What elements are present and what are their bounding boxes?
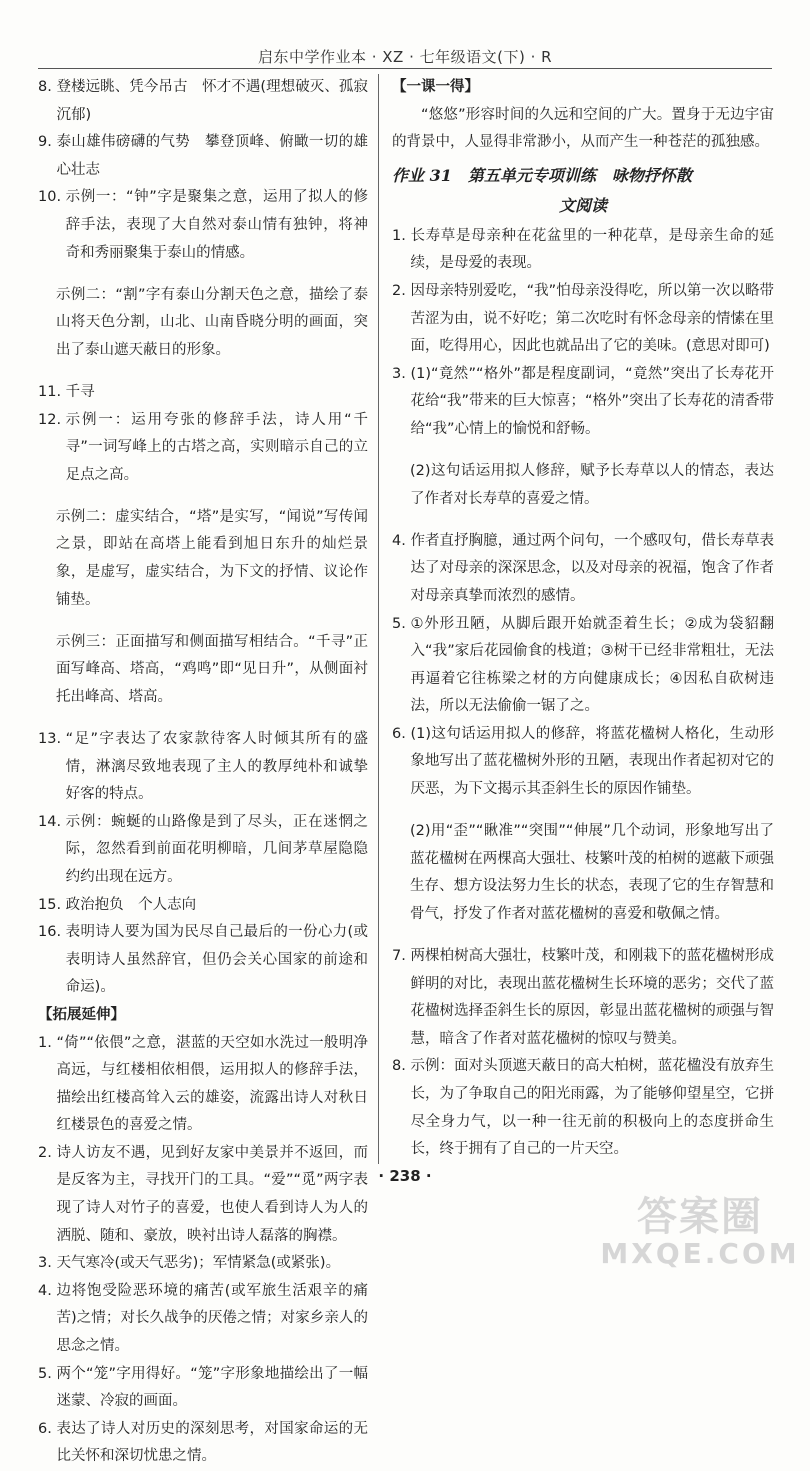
answer-number: 12. bbox=[38, 411, 66, 428]
answer-item bbox=[38, 919, 368, 1002]
answer-number: 9. bbox=[38, 134, 57, 151]
answer-item bbox=[38, 1030, 368, 1140]
answer-text: 泰山雄伟磅礴的气势 攀登顶峰、俯瞰一切的雄心壮志 bbox=[56, 134, 368, 178]
running-header: 启东中学作业本 · XZ · 七年级语文(下) · R bbox=[257, 48, 553, 66]
answer-item bbox=[38, 184, 368, 267]
page-number: · 238 · bbox=[378, 1167, 432, 1185]
homework-title-cont: 文阅读 bbox=[558, 195, 607, 215]
answer-item bbox=[38, 1140, 368, 1250]
answer-number: 4. bbox=[392, 532, 411, 549]
answer-text: 两棵柏树高大强壮，枝繁叶茂，和刚栽下的蓝花楹树形成鲜明的对比，表现出蓝花楹树生长环境的恶劣；交代了蓝花楹树选择歪斜生长的原因，彰显出蓝花楹树的顽强与智慧，暗含了作者对蓝花楹树的惊叹与赞美。 bbox=[410, 948, 774, 1047]
answer-number: 16. bbox=[38, 924, 66, 941]
answer-text: “足”字表达了农家款待客人时倾其所有的盛情，淋漓尽致地表现了主人的教厚纯朴和诚挚好客的特点。 bbox=[65, 730, 368, 803]
answer-item bbox=[392, 278, 774, 361]
answer-number: 1. bbox=[392, 227, 411, 244]
answer-item bbox=[392, 721, 774, 804]
right-column bbox=[392, 74, 774, 1164]
answer-item bbox=[392, 611, 774, 721]
answer-number: 8. bbox=[38, 79, 57, 95]
answer-item bbox=[392, 223, 774, 278]
left-column bbox=[38, 74, 368, 1471]
answer-text: 因母亲特别爱吃，“我”怕母亲没得吃，所以第一次以略带苦涩为由，说不好吃；第二次吃时有怀念母亲的情愫在里面，吃得用心，因此也就品出了它的美味。(意思对即可) bbox=[410, 282, 774, 355]
section-heading: 【拓展延伸】 bbox=[38, 1006, 125, 1023]
answer-text: 诗人访友不遇，见到好友家中美景并不返回，而是反客为主，寻找开门的工具。“爱”“觅”两字表现了诗人对竹子的喜爱，也使人看到诗人为人的洒脱、随和、豪放，映衬出诗人磊落的胸襟。 bbox=[56, 1144, 368, 1244]
answer-number: 3. bbox=[392, 365, 411, 382]
answer-item bbox=[38, 892, 368, 920]
answer-continuation: 示例二：虚实结合，“塔”是实写，“闻说”写传闻之景，即站在高塔上能看到旭日东升的灿烂景象，是虚写，虚实结合，为下文的抒情、议论作铺垫。 bbox=[56, 508, 368, 608]
answer-number: 4. bbox=[38, 1282, 57, 1299]
answer-number: 13. bbox=[38, 730, 66, 747]
answer-item bbox=[38, 74, 368, 129]
watermark-line1: 答案圈 bbox=[637, 1194, 763, 1240]
answer-number: 15. bbox=[38, 896, 66, 913]
answer-item bbox=[392, 528, 774, 611]
answer-text: 两个“笼”字用得好。“笼”字形象地描绘出了一幅迷蒙、冷寂的画面。 bbox=[56, 1365, 368, 1410]
answer-text: 作者直抒胸臆，通过两个问句，一个感叹句，借长寿草表达了对母亲的深深思念，以及对母亲的祝福，饱含了作者对母亲真挚而浓烈的感情。 bbox=[410, 532, 774, 604]
header-rule bbox=[38, 68, 772, 69]
answer-text: “倚”“依偎”之意，湛蓝的天空如水洗过一般明净高远，与红楼相依相偎，运用拟人的修辞手法，描绘出红楼高耸入云的雄姿，流露出诗人对秋日红楼景色的喜爱之情。 bbox=[56, 1034, 368, 1134]
answer-number: 2. bbox=[392, 282, 411, 299]
answer-continuation: 示例三：正面描写和侧面描写相结合。“千寻”正面写峰高、塔高，“鸡鸣”即“见日升”，从侧面衬托出峰高、塔高。 bbox=[56, 633, 368, 705]
answer-number: 5. bbox=[38, 1365, 57, 1382]
answer-continuation: 示例二：“割”字有泰山分割天色之意，描绘了泰山将天色分割，山北、山南昏晓分明的画面，突出了泰山遮天蔽日的形象。 bbox=[56, 286, 368, 358]
answer-number: 2. bbox=[38, 1144, 57, 1161]
answer-continuation: (2)用“歪”“瞅准”“突围”“伸展”几个动词，形象地写出了蓝花楹树在两棵高大强壮、枝繁叶茂的柏树的遮蔽下顽强生存、想方设法努力生长的状态，表现了它的生存智慧和骨气，抒发了作者对蓝花楹树的喜爱和敬佩之情。 bbox=[410, 823, 774, 922]
answer-number: 1. bbox=[38, 1034, 57, 1051]
answer-item bbox=[38, 379, 368, 407]
answer-number: 3. bbox=[38, 1255, 57, 1272]
answer-text: 示例一：“钟”字是聚集之意，运用了拟人的修辞手法，表现了大自然对泰山情有独钟，将神奇和秀丽聚集于泰山的情感。 bbox=[65, 189, 368, 261]
answer-text: ①外形丑陋，从脚后跟开始就歪着生长；②成为袋貂翻入“我”家后花园偷食的栈道；③树干已经非常粗壮，无法再逼着它往栋梁之材的方向健康成长；④因私自砍树违法，所以无法偷偷一锯了之。 bbox=[410, 615, 774, 715]
section-heading-lesson: 【一课一得】 bbox=[392, 79, 479, 95]
answer-item bbox=[392, 361, 774, 444]
answer-text: 表达了诗人对历史的深刻思考，对国家命运的无比关怀和深切忧患之情。 bbox=[56, 1420, 368, 1465]
answer-text: (1)这句话运用拟人的修辞，将蓝花楹树人格化，生动形象地写出了蓝花楹树外形的丑陋，表现出作者起初对它的厌恶，为下文揭示其歪斜生长的原因作铺垫。 bbox=[410, 725, 774, 798]
answer-number: 10. bbox=[38, 189, 66, 206]
answer-text: 边将饱受险恶环境的痛苦(或军旅生活艰辛的痛苦)之情；对长久战争的厌倦之情；对家乡亲人的思念之情。 bbox=[56, 1282, 368, 1355]
answer-continuation: (2)这句话运用拟人修辞，赋予长寿草以人的情态，表达了作者对长寿草的喜爱之情。 bbox=[410, 463, 774, 507]
answer-item bbox=[38, 1416, 368, 1471]
answer-text: (1)“竟然”“格外”都是程度副词，“竟然”突出了长寿花开花给“我”带来的巨大惊喜；“格外”突出了长寿花的清香带给“我”心情上的愉悦和舒畅。 bbox=[410, 365, 774, 437]
answer-item bbox=[38, 1278, 368, 1361]
homework-title: 作业 31 第五单元专项训练 咏物抒怀散 bbox=[392, 165, 692, 185]
answer-text: 示例：面对头顶遮天蔽日的高大柏树，蓝花楹没有放弃生长，为了争取自己的阳光雨露，为了能够仰望星空，它拼尽全身力气，以一种一往无前的积极向上的态度拼命生长，终于拥有了自己的一片天空。 bbox=[410, 1058, 774, 1158]
answer-text: 示例一：运用夸张的修辞手法，诗人用“千寻”一词写峰上的古塔之高，实则暗示自己的立足点之高。 bbox=[65, 411, 368, 483]
answer-text: 长寿草是母亲种在花盆里的一种花草，是母亲生命的延续，是母爱的表现。 bbox=[410, 227, 774, 272]
answer-number: 8. bbox=[392, 1058, 411, 1075]
column-divider bbox=[378, 74, 379, 1164]
answer-item bbox=[38, 129, 368, 184]
right-answer-list bbox=[392, 223, 774, 1164]
watermark-line2: MXQE.COM bbox=[600, 1237, 800, 1270]
answer-text: 登楼远眺、凭今吊古 怀才不遇(理想破灭、孤寂沉郁) bbox=[56, 79, 368, 123]
answer-number: 14. bbox=[38, 813, 66, 830]
answer-number: 6. bbox=[38, 1420, 57, 1437]
answer-text: 天气寒冷(或天气恶劣)；军情紧急(或紧张)。 bbox=[56, 1255, 341, 1272]
watermark-logo bbox=[600, 1195, 800, 1275]
answer-number: 11. bbox=[38, 383, 66, 400]
lesson-paragraph: “悠悠”形容时间的久远和空间的广大。置身于无边宇宙的背景中，人显得非常渺小，从而产生一种苍茫的孤独感。 bbox=[392, 106, 774, 151]
answer-item bbox=[392, 943, 774, 1053]
answer-item bbox=[38, 407, 368, 490]
answer-text: 政治抱负 个人志向 bbox=[65, 896, 197, 913]
answer-number: 6. bbox=[392, 725, 411, 742]
answer-text: 千寻 bbox=[65, 383, 95, 400]
answer-number: 5. bbox=[392, 615, 411, 632]
answer-item bbox=[38, 1361, 368, 1416]
answer-item bbox=[38, 809, 368, 892]
answer-item bbox=[38, 726, 368, 809]
answer-item bbox=[392, 1053, 774, 1163]
answer-number: 7. bbox=[392, 948, 411, 965]
answer-text: 示例：蜿蜒的山路像是到了尽头，正在迷惘之际，忽然看到前面花明柳暗，几间茅草屋隐隐约约出现在远方。 bbox=[65, 813, 368, 885]
answer-item bbox=[38, 1250, 368, 1278]
answer-text: 表明诗人要为国为民尽自己最后的一份心力(或表明诗人虽然辞官，但仍会关心国家的前途和命运)。 bbox=[65, 924, 368, 996]
